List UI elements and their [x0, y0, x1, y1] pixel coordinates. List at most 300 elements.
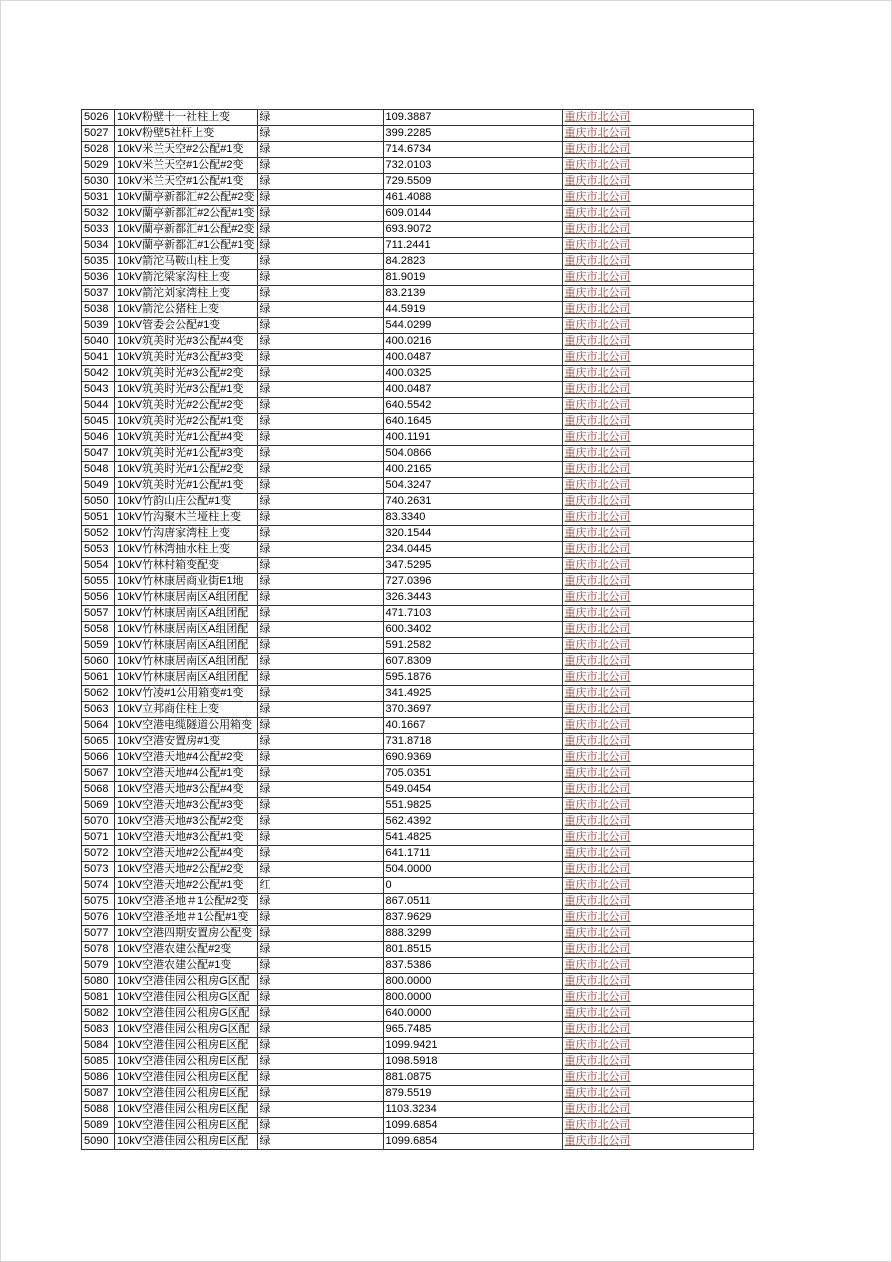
cell-name: 10kV筑美时光#3公配#2变: [115, 366, 258, 382]
cell-value: 326.3443: [383, 590, 562, 606]
cell-name: 10kV筑美时光#3公配#3变: [115, 350, 258, 366]
cell-name: 10kV蘭亭新都汇#1公配#2变: [115, 222, 258, 238]
cell-value: 1103.3234: [383, 1102, 562, 1118]
cell-id: 5034: [82, 238, 115, 254]
cell-company: [562, 142, 753, 158]
company-link[interactable]: 重庆市北公司: [564, 623, 631, 635]
table-row: [82, 414, 754, 430]
cell-value: 690.9369: [383, 750, 562, 766]
table-row: [82, 494, 754, 510]
table-row: [82, 558, 754, 574]
company-link[interactable]: 重庆市北公司: [564, 143, 631, 155]
cell-company: [562, 1118, 753, 1134]
table-row: [82, 1086, 754, 1102]
company-link[interactable]: 重庆市北公司: [564, 1055, 631, 1067]
cell-company: [562, 398, 753, 414]
cell-status: 绿: [257, 718, 383, 734]
company-link[interactable]: 重庆市北公司: [564, 575, 631, 587]
table-row: [82, 542, 754, 558]
cell-value: 740.2631: [383, 494, 562, 510]
cell-name: 10kV筑美时光#2公配#2变: [115, 398, 258, 414]
cell-value: 609.0144: [383, 206, 562, 222]
company-link[interactable]: 重庆市北公司: [564, 751, 631, 763]
company-link[interactable]: 重庆市北公司: [564, 1135, 631, 1147]
company-link[interactable]: 重庆市北公司: [564, 1071, 631, 1083]
cell-status: 绿: [257, 894, 383, 910]
table-row: [82, 302, 754, 318]
company-link[interactable]: 重庆市北公司: [564, 367, 631, 379]
cell-company: [562, 750, 753, 766]
table-row: [82, 334, 754, 350]
cell-status: 绿: [257, 622, 383, 638]
cell-value: 1098.5918: [383, 1054, 562, 1070]
cell-value: 595.1876: [383, 670, 562, 686]
cell-value: 549.0454: [383, 782, 562, 798]
company-link[interactable]: 重庆市北公司: [564, 511, 631, 523]
cell-name: 10kV米兰天空#2公配#1变: [115, 142, 258, 158]
cell-id: 5074: [82, 878, 115, 894]
cell-company: [562, 350, 753, 366]
cell-name: 10kV空港天地#2公配#4变: [115, 846, 258, 862]
cell-value: 1099.9421: [383, 1038, 562, 1054]
cell-company: [562, 766, 753, 782]
company-link[interactable]: 重庆市北公司: [564, 239, 631, 251]
cell-id: 5040: [82, 334, 115, 350]
cell-value: 400.0325: [383, 366, 562, 382]
company-link[interactable]: 重庆市北公司: [564, 687, 631, 699]
cell-name: 10kV空港佳园公租房E区配: [115, 1038, 258, 1054]
company-link[interactable]: 重庆市北公司: [564, 1007, 631, 1019]
cell-status: 绿: [257, 206, 383, 222]
company-link[interactable]: 重庆市北公司: [564, 447, 631, 459]
cell-id: 5057: [82, 606, 115, 622]
cell-value: 551.9825: [383, 798, 562, 814]
company-link[interactable]: 重庆市北公司: [564, 335, 631, 347]
table-row: [82, 830, 754, 846]
table-row: [82, 1070, 754, 1086]
cell-company: [562, 670, 753, 686]
cell-name: 10kV竹韵山庄公配#1变: [115, 494, 258, 510]
cell-id: 5066: [82, 750, 115, 766]
cell-status: 绿: [257, 158, 383, 174]
company-link[interactable]: 重庆市北公司: [564, 927, 631, 939]
cell-company: [562, 1102, 753, 1118]
company-link[interactable]: 重庆市北公司: [564, 1039, 631, 1051]
cell-company: [562, 638, 753, 654]
cell-status: 绿: [257, 350, 383, 366]
company-link[interactable]: 重庆市北公司: [564, 943, 631, 955]
table-row: [82, 814, 754, 830]
cell-id: 5029: [82, 158, 115, 174]
cell-name: 10kV竹沟唐家湾柱上变: [115, 526, 258, 542]
cell-company: [562, 238, 753, 254]
cell-value: 471.7103: [383, 606, 562, 622]
cell-company: [562, 910, 753, 926]
company-link[interactable]: 重庆市北公司: [564, 911, 631, 923]
cell-id: 5041: [82, 350, 115, 366]
company-link[interactable]: 重庆市北公司: [564, 991, 631, 1003]
cell-status: 绿: [257, 318, 383, 334]
cell-name: 10kV竹林康居南区A组团配: [115, 606, 258, 622]
company-link[interactable]: 重庆市北公司: [564, 127, 631, 139]
cell-company: [562, 926, 753, 942]
cell-name: 10kV空港电缆隧道公用箱变: [115, 718, 258, 734]
cell-company: [562, 894, 753, 910]
cell-status: 绿: [257, 334, 383, 350]
cell-value: 600.3402: [383, 622, 562, 638]
cell-name: 10kV空港天地#3公配#4变: [115, 782, 258, 798]
cell-name: 10kV空港佳园公租房E区配: [115, 1054, 258, 1070]
cell-name: 10kV箭沱梁家沟柱上变: [115, 270, 258, 286]
cell-value: 44.5919: [383, 302, 562, 318]
company-link[interactable]: 重庆市北公司: [564, 879, 631, 891]
cell-company: [562, 958, 753, 974]
cell-company: [562, 1070, 753, 1086]
cell-status: 绿: [257, 510, 383, 526]
company-link[interactable]: 重庆市北公司: [564, 527, 631, 539]
cell-company: [562, 846, 753, 862]
cell-value: 544.0299: [383, 318, 562, 334]
company-link[interactable]: 重庆市北公司: [564, 351, 631, 363]
cell-name: 10kV空港天地#3公配#1变: [115, 830, 258, 846]
table-row: [82, 686, 754, 702]
cell-company: [562, 686, 753, 702]
cell-status: 绿: [257, 174, 383, 190]
cell-id: 5061: [82, 670, 115, 686]
cell-company: [562, 366, 753, 382]
cell-id: 5050: [82, 494, 115, 510]
table-row: [82, 1134, 754, 1150]
company-link[interactable]: 重庆市北公司: [564, 719, 631, 731]
table-row: [82, 382, 754, 398]
company-link[interactable]: 重庆市北公司: [564, 207, 631, 219]
cell-id: 5043: [82, 382, 115, 398]
company-link[interactable]: 重庆市北公司: [564, 543, 631, 555]
cell-value: 714.6734: [383, 142, 562, 158]
company-link[interactable]: 重庆市北公司: [564, 959, 631, 971]
cell-value: 727.0396: [383, 574, 562, 590]
cell-id: 5044: [82, 398, 115, 414]
cell-name: 10kV立邦商住柱上变: [115, 702, 258, 718]
cell-status: 绿: [257, 382, 383, 398]
cell-name: 10kV空港农建公配#1变: [115, 958, 258, 974]
cell-name: 10kV竹沟聚木兰垭柱上变: [115, 510, 258, 526]
company-link[interactable]: 重庆市北公司: [564, 415, 631, 427]
cell-company: [562, 878, 753, 894]
cell-name: 10kV粉壁十一社柱上变: [115, 110, 258, 126]
cell-name: 10kV空港天地#4公配#1变: [115, 766, 258, 782]
table-row: [82, 702, 754, 718]
cell-company: [562, 110, 753, 126]
cell-value: 591.2582: [383, 638, 562, 654]
cell-name: 10kV筑美时光#3公配#4变: [115, 334, 258, 350]
company-link[interactable]: 重庆市北公司: [564, 975, 631, 987]
company-link[interactable]: 重庆市北公司: [564, 223, 631, 235]
cell-id: 5075: [82, 894, 115, 910]
cell-name: 10kV空港天地#3公配#3变: [115, 798, 258, 814]
company-link[interactable]: 重庆市北公司: [564, 271, 631, 283]
cell-name: 10kV箭沱马鞍山柱上变: [115, 254, 258, 270]
cell-id: 5042: [82, 366, 115, 382]
cell-value: 40.1667: [383, 718, 562, 734]
cell-name: 10kV空港天地#2公配#2变: [115, 862, 258, 878]
cell-id: 5056: [82, 590, 115, 606]
cell-status: 绿: [257, 1006, 383, 1022]
cell-company: [562, 990, 753, 1006]
company-link[interactable]: 重庆市北公司: [564, 831, 631, 843]
cell-name: 10kV筑美时光#3公配#1变: [115, 382, 258, 398]
cell-id: 5088: [82, 1102, 115, 1118]
table-row: [82, 174, 754, 190]
table-row: [82, 862, 754, 878]
cell-name: 10kV粉壁5社杆上变: [115, 126, 258, 142]
table-row: [82, 782, 754, 798]
company-link[interactable]: 重庆市北公司: [564, 495, 631, 507]
cell-value: 800.0000: [383, 990, 562, 1006]
company-link[interactable]: 重庆市北公司: [564, 1087, 631, 1099]
cell-company: [562, 1086, 753, 1102]
company-link[interactable]: 重庆市北公司: [564, 559, 631, 571]
cell-value: 693.9072: [383, 222, 562, 238]
cell-value: 800.0000: [383, 974, 562, 990]
cell-id: 5089: [82, 1118, 115, 1134]
cell-status: 绿: [257, 398, 383, 414]
company-link[interactable]: 重庆市北公司: [564, 895, 631, 907]
cell-name: 10kV空港佳园公租房G区配: [115, 1006, 258, 1022]
cell-status: 绿: [257, 702, 383, 718]
cell-name: 10kV空港佳园公租房E区配: [115, 1134, 258, 1150]
company-link[interactable]: 重庆市北公司: [564, 655, 631, 667]
cell-value: 341.4925: [383, 686, 562, 702]
cell-status: 绿: [257, 558, 383, 574]
table-row: [82, 142, 754, 158]
cell-name: 10kV筑美时光#1公配#1变: [115, 478, 258, 494]
table-row: [82, 1022, 754, 1038]
company-link[interactable]: 重庆市北公司: [564, 287, 631, 299]
cell-status: 红: [257, 878, 383, 894]
cell-value: 400.0216: [383, 334, 562, 350]
company-link[interactable]: 重庆市北公司: [564, 431, 631, 443]
table-row: [82, 446, 754, 462]
cell-company: [562, 1022, 753, 1038]
cell-id: 5062: [82, 686, 115, 702]
company-link[interactable]: 重庆市北公司: [564, 111, 631, 123]
cell-company: [562, 302, 753, 318]
cell-value: 640.1645: [383, 414, 562, 430]
table-row: [82, 270, 754, 286]
cell-id: 5036: [82, 270, 115, 286]
cell-name: 10kV空港佳园公租房G区配: [115, 990, 258, 1006]
cell-status: 绿: [257, 1038, 383, 1054]
cell-status: 绿: [257, 574, 383, 590]
cell-status: 绿: [257, 1102, 383, 1118]
cell-id: 5037: [82, 286, 115, 302]
cell-company: [562, 254, 753, 270]
cell-name: 10kV空港天地#3公配#2变: [115, 814, 258, 830]
cell-id: 5084: [82, 1038, 115, 1054]
company-link[interactable]: 重庆市北公司: [564, 799, 631, 811]
company-link[interactable]: 重庆市北公司: [564, 767, 631, 779]
cell-id: 5077: [82, 926, 115, 942]
company-link[interactable]: 重庆市北公司: [564, 463, 631, 475]
cell-status: 绿: [257, 782, 383, 798]
company-link[interactable]: 重庆市北公司: [564, 319, 631, 331]
cell-company: [562, 334, 753, 350]
cell-name: 10kV空港圣地＃1公配#2变: [115, 894, 258, 910]
company-link[interactable]: 重庆市北公司: [564, 175, 631, 187]
company-link[interactable]: 重庆市北公司: [564, 191, 631, 203]
cell-id: 5079: [82, 958, 115, 974]
table-row: [82, 526, 754, 542]
cell-status: 绿: [257, 734, 383, 750]
cell-name: 10kV箭沱公猪柱上变: [115, 302, 258, 318]
cell-value: 81.9019: [383, 270, 562, 286]
company-link[interactable]: 重庆市北公司: [564, 783, 631, 795]
company-link[interactable]: 重庆市北公司: [564, 1103, 631, 1115]
cell-status: 绿: [257, 814, 383, 830]
table-row: [82, 366, 754, 382]
cell-name: 10kV竹林村箱变配变: [115, 558, 258, 574]
company-link[interactable]: 重庆市北公司: [564, 1023, 631, 1035]
cell-value: 541.4825: [383, 830, 562, 846]
table-row: [82, 350, 754, 366]
cell-id: 5053: [82, 542, 115, 558]
company-link[interactable]: 重庆市北公司: [564, 1119, 631, 1131]
table-row: [82, 1054, 754, 1070]
cell-id: 5026: [82, 110, 115, 126]
cell-status: 绿: [257, 846, 383, 862]
table-row: [82, 590, 754, 606]
company-link[interactable]: 重庆市北公司: [564, 479, 631, 491]
cell-company: [562, 702, 753, 718]
cell-company: [562, 286, 753, 302]
cell-status: 绿: [257, 142, 383, 158]
company-link[interactable]: 重庆市北公司: [564, 591, 631, 603]
table-row: [82, 990, 754, 1006]
transformer-table: [81, 109, 754, 1150]
company-link[interactable]: 重庆市北公司: [564, 863, 631, 875]
cell-status: 绿: [257, 286, 383, 302]
cell-status: 绿: [257, 654, 383, 670]
cell-status: 绿: [257, 222, 383, 238]
cell-value: 400.2165: [383, 462, 562, 478]
cell-name: 10kV蘭亭新都汇#2公配#2变: [115, 190, 258, 206]
cell-value: 888.3299: [383, 926, 562, 942]
table-row: [82, 894, 754, 910]
cell-company: [562, 430, 753, 446]
cell-status: 绿: [257, 302, 383, 318]
cell-name: 10kV空港佳园公租房G区配: [115, 974, 258, 990]
cell-value: 399.2285: [383, 126, 562, 142]
cell-name: 10kV竹林康居南区A组团配: [115, 654, 258, 670]
table-row: [82, 878, 754, 894]
cell-company: [562, 734, 753, 750]
cell-company: [562, 526, 753, 542]
cell-company: [562, 190, 753, 206]
cell-company: [562, 1134, 753, 1150]
cell-company: [562, 814, 753, 830]
cell-id: 5085: [82, 1054, 115, 1070]
company-link[interactable]: 重庆市北公司: [564, 607, 631, 619]
cell-status: 绿: [257, 1118, 383, 1134]
cell-status: 绿: [257, 494, 383, 510]
cell-status: 绿: [257, 190, 383, 206]
cell-id: 5052: [82, 526, 115, 542]
cell-name: 10kV竹林康居南区A组团配: [115, 622, 258, 638]
company-link[interactable]: 重庆市北公司: [564, 303, 631, 315]
table-row: [82, 910, 754, 926]
cell-value: 640.5542: [383, 398, 562, 414]
table-row: [82, 846, 754, 862]
table-row: [82, 958, 754, 974]
cell-value: 562.4392: [383, 814, 562, 830]
cell-company: [562, 494, 753, 510]
cell-company: [562, 606, 753, 622]
transformer-table-body: [82, 110, 754, 1150]
company-link[interactable]: 重庆市北公司: [564, 703, 631, 715]
cell-value: 640.0000: [383, 1006, 562, 1022]
table-row: [82, 622, 754, 638]
cell-name: 10kV竹林康居商业街E1地: [115, 574, 258, 590]
cell-status: 绿: [257, 110, 383, 126]
cell-company: [562, 718, 753, 734]
cell-id: 5060: [82, 654, 115, 670]
cell-value: 109.3887: [383, 110, 562, 126]
company-link[interactable]: 重庆市北公司: [564, 383, 631, 395]
cell-name: 10kV筑美时光#1公配#3变: [115, 446, 258, 462]
cell-value: 84.2823: [383, 254, 562, 270]
company-link[interactable]: 重庆市北公司: [564, 399, 631, 411]
table-row: [82, 110, 754, 126]
table-row: [82, 1006, 754, 1022]
cell-name: 10kV空港佳园公租房E区配: [115, 1118, 258, 1134]
company-link[interactable]: 重庆市北公司: [564, 159, 631, 171]
table-row: [82, 718, 754, 734]
cell-id: 5048: [82, 462, 115, 478]
cell-id: 5067: [82, 766, 115, 782]
cell-value: 711.2441: [383, 238, 562, 254]
cell-name: 10kV蘭亭新都汇#1公配#1变: [115, 238, 258, 254]
company-link[interactable]: 重庆市北公司: [564, 815, 631, 827]
cell-name: 10kV空港佳园公租房E区配: [115, 1086, 258, 1102]
cell-company: [562, 942, 753, 958]
cell-name: 10kV竹林康居南区A组团配: [115, 590, 258, 606]
cell-company: [562, 478, 753, 494]
table-row: [82, 638, 754, 654]
table-row: [82, 654, 754, 670]
cell-status: 绿: [257, 270, 383, 286]
cell-id: 5049: [82, 478, 115, 494]
cell-company: [562, 574, 753, 590]
company-link[interactable]: 重庆市北公司: [564, 671, 631, 683]
cell-id: 5033: [82, 222, 115, 238]
company-link[interactable]: 重庆市北公司: [564, 847, 631, 859]
company-link[interactable]: 重庆市北公司: [564, 735, 631, 747]
cell-id: 5038: [82, 302, 115, 318]
cell-value: 801.8515: [383, 942, 562, 958]
cell-name: 10kV竹林康居南区A组团配: [115, 670, 258, 686]
company-link[interactable]: 重庆市北公司: [564, 639, 631, 651]
company-link[interactable]: 重庆市北公司: [564, 255, 631, 267]
table-row: [82, 1118, 754, 1134]
cell-status: 绿: [257, 1022, 383, 1038]
cell-status: 绿: [257, 126, 383, 142]
cell-id: 5030: [82, 174, 115, 190]
cell-value: 320.1544: [383, 526, 562, 542]
cell-id: 5069: [82, 798, 115, 814]
table-row: [82, 974, 754, 990]
cell-status: 绿: [257, 526, 383, 542]
